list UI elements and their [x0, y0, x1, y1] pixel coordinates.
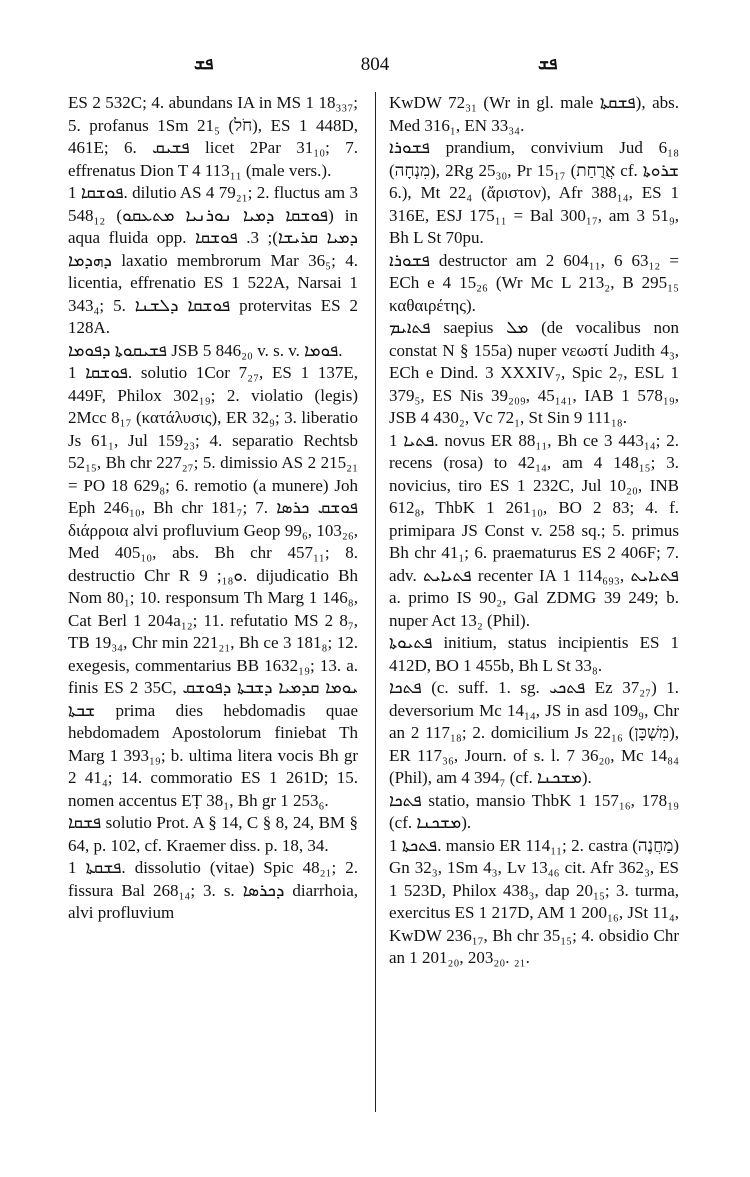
running-headword-right: ܦܫ — [538, 54, 558, 73]
entry-text: ܦܘܫܩܐ 1. dilutio AS 4 79₂₁; 2. fluctus am 3 548₁₂ (ܦܘܫܩܐ ܕܡܝܐ ܢܘܪܢܝܐ ܡܬܥܩܘ) in aqua fluida opp. ܕܡܝܐ ܩܪܝܫܐ); 3. ܦܘܫܩܐ ܕܗܕܡܐ laxatio membrorum Mar 36₅; 4. licentia, effrenatio ES 1 522A, Narsai 1 343₄; 5. ܦܘܫܩܐ ܕܠܫܢܐ protervitas ES 2 128A. — [68, 183, 359, 337]
dictionary-entry — [68, 362, 358, 812]
right-column — [389, 92, 679, 970]
dictionary-entry — [68, 182, 358, 340]
dictionary-entry — [389, 835, 679, 970]
page-number: 804 — [360, 54, 390, 75]
entry-text: ܦܬܝܘܬܐ initium, status incipientis ES 1 412D, BO 1 455b, Bh L St 33₈. — [389, 633, 679, 675]
entry-text: ܦܫܘܪܐ prandium, convivium Jud 6₁₈ (מִנְחָה), 2Rg 25₃₀, Pr 15₁₇ (אֲרֻחַת cf. ܫܪܘܬܐ 6.), Mt 22₄ (ἄριστον), Afr 388₁₄, ES 1 316E, ESJ 175₁₁ = Bal 300₁₇, am 3 51₉, Bh L St 70pu. — [389, 138, 679, 247]
entry-text: ܦܫܘܪܐ destructor am 2 604₁₁, 6 63₁₂ = ECh e 4 15₂₆ (Wr Mc L 213₂, B 295₁₅ καθαιρέτης). — [389, 250, 679, 315]
dictionary-entry — [389, 632, 679, 677]
entry-text: KwDW 72₃₁ (Wr in gl. male ܦܫܩܬܐ), abs. Med 316₁, EN 33₃₄. — [389, 93, 679, 135]
dictionary-entry — [389, 430, 679, 633]
dictionary-entry — [68, 857, 358, 925]
entry-text: ܦܬܟܐ statio, mansio ThbK 1 157₁₆, 178₁₉ (cf. ܡܫܟܢܐ). — [389, 790, 679, 832]
dictionary-entry — [389, 250, 679, 318]
page-header — [0, 54, 750, 84]
entry-text: ܦܫܩܬܐ 1. dissolutio (vitae) Spic 48₂₁; 2. fissura Bal 268₁₄; 3. s. ܕܟܪܣܐ diarrhoia, alvi profluvium — [68, 858, 358, 922]
entry-text: ܦܬܟܬܐ 1. mansio ER 114₁₁; 2. castra (מַחֲנֶה) Gn 32₃, 1Sm 4₃, Lv 13₄₆ cit. Afr 362₃, ES 1 523D, Philox 438₃, dap 20₁₅; 3. turma, exercitus ES 1 217D, AM 1 200₁₆, JSt 11₄, KwDW 236₁₇, Bh chr 35₁₅; 4. obsidio Chr an 1 201₂₀, 203₂₀. ₂₁. — [389, 835, 680, 967]
entry-text: ES 2 532C; 4. abundans IA in MS 1 18₃₃₇; 5. profanus 1Sm 21₅ (חֹל), ES 1 448D, 461E; 6. ܦܫܝܩ licet 2Par 31₁₀; 7. effrenatus Dion T 4 113₁₁ (male vers.). — [68, 93, 359, 180]
dictionary-entry — [389, 137, 679, 250]
left-column — [68, 92, 358, 925]
entry-text: ܦܬܟܐ (c. suff. 1. sg. ܦܬܟܝ Ez 37₂₇) 1. deversorium Mc 14₁₄, JS in asd 109₉, Chr an 2 117₁₈; 2. domicilium Js 22₁₆ (מִשְׁכָּן), ER 117₃₆, Journ. of s. l. 7 36₂₀, Mc 14₈₄ (Phil), am 4 394₇ (cf. ܡܫܟܢܐ). — [389, 678, 680, 787]
column-divider — [375, 92, 376, 1112]
entry-text: ܦܬܐܝܡ saepius ܡܠ (de vocalibus non constat N § 155a) nuper νεωστί Judith 4₃, ECh e Dind. 3 XXXIV₇, Spic 2₇, ESL 1 379₅, ES Nis 39₂₀₉, 45₁₄₁, IAB 1 578₁₉, JSB 4 430₂, Vc 72₁, St Sin 9 111₁₈. — [389, 318, 680, 427]
dictionary-entry — [68, 340, 358, 363]
running-headword-left: ܦܫ — [194, 54, 214, 73]
entry-text: ܦܫܩܐ solutio Prot. A § 14, C § 8, 24, BM § 64, p. 102, cf. Kraemer diss. p. 18, 34. — [68, 813, 358, 855]
dictionary-entry — [68, 92, 358, 182]
dictionary-entry — [389, 790, 679, 835]
entry-text: ܦܘܫܩܐ 1. solutio 1Cor 7₂₇, ES 1 137E, 449F, Philox 302₁₉; 2. violatio (legis) 2Mcc 8₁₇ (κατάλυσις), ER 32₉; 3. liberatio Js 61₁, Jul 159₂₃; 4. separatio Rechtsb 52₁₅, Bh chr 227₂₇; 5. dimissio AS 2 215₂₁ = PO 18 629₈; 6. remotio (a munere) Joh Eph 246₁₀, Bh chr 181₇; 7. ܦܘܫܩ ܟܪܣܐ διάρροια alvi profluvium Geop 99₆, 103₂₆, Med 405₁₀, abs. Bh chr 457₁₁; 8. destructio Chr R ܘ₁₈; 9. dijudicatio Bh Nom 80₁; 10. responsum Th Marg 1 146₈, Cat Berl 1 204a₁₂; 11. refutatio MS 2 8₇, TB 19₃₄, Chr min 221₂₁, Bh ce 3 181₈; 12. exegesis, commentarius BB 1632₁₉; 13. a. finis ES 2 35C, ܝܘܡܐ ܩܕܡܝܐ ܕܫܒܬܐ ܕܦܘܫܩ ܫܒܬܐ prima dies hebdomadis quae hebdomadem Apostolorum finiebat Th Marg 1 393₁₉; b. ultima litera vocis Bh gr 2 41₄; 14. commoratio ES 1 261D; 15. nomen accentus EṬ 38₁, Bh gr 1 253₆. — [68, 363, 358, 810]
entry-text: ܦܬܝܐ 1. novus ER 88₁₁, Bh ce 3 443₁₄; 2. recens (rosa) to 42₁₄, am 4 148₁₅; 3. novicius, tiro ES 1 232C, Jul 10₂₀, INB 612₈, ThbK 1 261₁₀, BO 2 83; 4. f. primipara JS Const v. 258 sq.; 5. primus Bh chr 41₁; 6. praematurus ES 2 406F; 7. adv. ܦܬܝܐܝܬ recenter IA 1 114₆₉₃, ܦܬܝܐܝܬ a. primo IS 90₂, Gal ZDMG 39 249; b. nuper Act 13₂ (Phil). — [389, 430, 680, 630]
entry-text: ܦܫܝܩܘܬܐ ܕܦܘܡܐ JSB 5 846₂₀ v. s. v. ܦܘܡܐ. — [68, 340, 343, 360]
dictionary-entry — [389, 317, 679, 430]
dictionary-entry — [389, 92, 679, 137]
dictionary-entry — [68, 812, 358, 857]
dictionary-entry — [389, 677, 679, 790]
